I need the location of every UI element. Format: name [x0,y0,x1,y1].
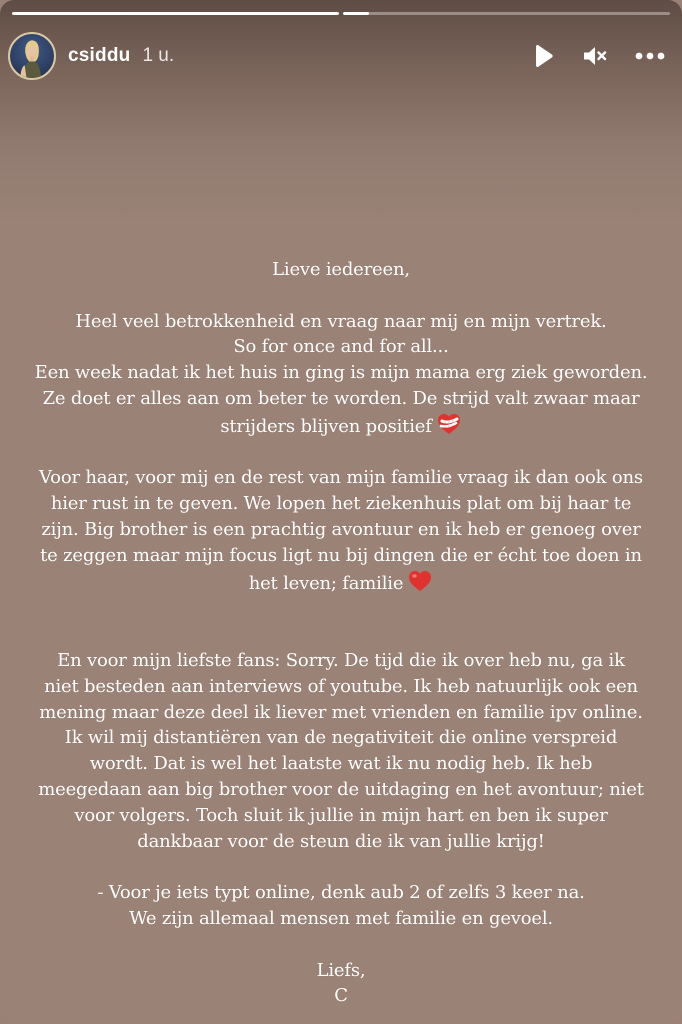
post-time: 1 u. [142,45,175,66]
message-line: - Voor je iets typt online, denk aub 2 of zelfs 3 keer na. [97,882,585,904]
message-line: Ze doet er alles aan om beter te worden. De strijd valt zwaar maar [42,387,640,409]
red-heart-emoji [407,569,433,593]
signoff-initial: C [334,985,348,1007]
message-paragraph-4 [20,880,662,932]
progress-segment-1 [12,12,339,15]
signoff-line: Liefs, [316,959,366,981]
mending-heart-emoji [436,412,462,436]
avatar-image [10,34,54,78]
message-line: meegedaan aan big brother voor de uitdaging en het avontuur; niet [38,778,644,800]
message-line: So for once and for all... [233,336,449,358]
message-signoff [20,958,662,1010]
story-controls [530,43,670,69]
message-line-with-emoji [20,569,662,597]
message-paragraph-2 [20,465,662,596]
message-line: Voor haar, voor mij en de rest van mijn familie vraag ik dan ook ons [39,467,643,489]
play-icon [532,44,554,68]
message-line: dankbaar voor de steun die ik van jullie krijg! [137,830,545,852]
message-paragraph-1 [20,309,662,440]
message-line-text: het leven; familie [248,572,404,594]
message-greeting: Lieve iedereen, [272,259,410,280]
story-progress [12,12,670,15]
message-line: We zijn allemaal mensen met familie en gevoel. [129,907,553,929]
message-line: te zeggen maar mijn focus ligt nu bij dingen die er écht toe doen in [40,544,642,566]
message-line: voor volgers. Toch sluit ik jullie in mijn hart en ben ik super [74,804,608,826]
message-line: hier rust in te geven. We lopen het ziekenhuis plat om bij haar te [50,493,632,515]
message-paragraph-3 [20,648,662,854]
story-message [20,257,662,1009]
message-line: wordt. Dat is wel het laatste wat ik nu nodig heb. Ik heb [89,753,593,775]
message-line: Ik wil mij distantiëren van de negativiteit die online verspreid [64,727,618,749]
message-line: En voor mijn liefste fans: Sorry. De tijd die ik over heb nu, ga ik [57,649,625,671]
message-line-text: strijders blijven positief [220,415,432,437]
more-options-icon [635,52,665,60]
avatar[interactable] [8,32,56,80]
progress-segment-2 [343,12,670,15]
message-line: Heel veel betrokkenheid en vraag naar mij en mijn vertrek. [75,310,607,332]
message-line: zijn. Big brother is een prachtig avontuur en ik heb er genoeg over [41,518,641,540]
more-options-button[interactable] [634,43,666,69]
message-line: Een week nadat ik het huis in ging is mijn mama erg ziek geworden. [34,362,648,384]
story-header [8,30,670,82]
message-line: niet besteden aan interviews of youtube. Ik heb natuurlijk ook een [44,675,638,697]
message-line: mening maar deze deel ik liever met vrienden en familie ipv online. [39,701,643,723]
message-line-with-emoji [20,412,662,440]
username[interactable]: csiddu [68,45,131,66]
mute-button[interactable] [582,43,608,69]
play-button[interactable] [530,43,556,69]
mute-icon [582,44,608,68]
